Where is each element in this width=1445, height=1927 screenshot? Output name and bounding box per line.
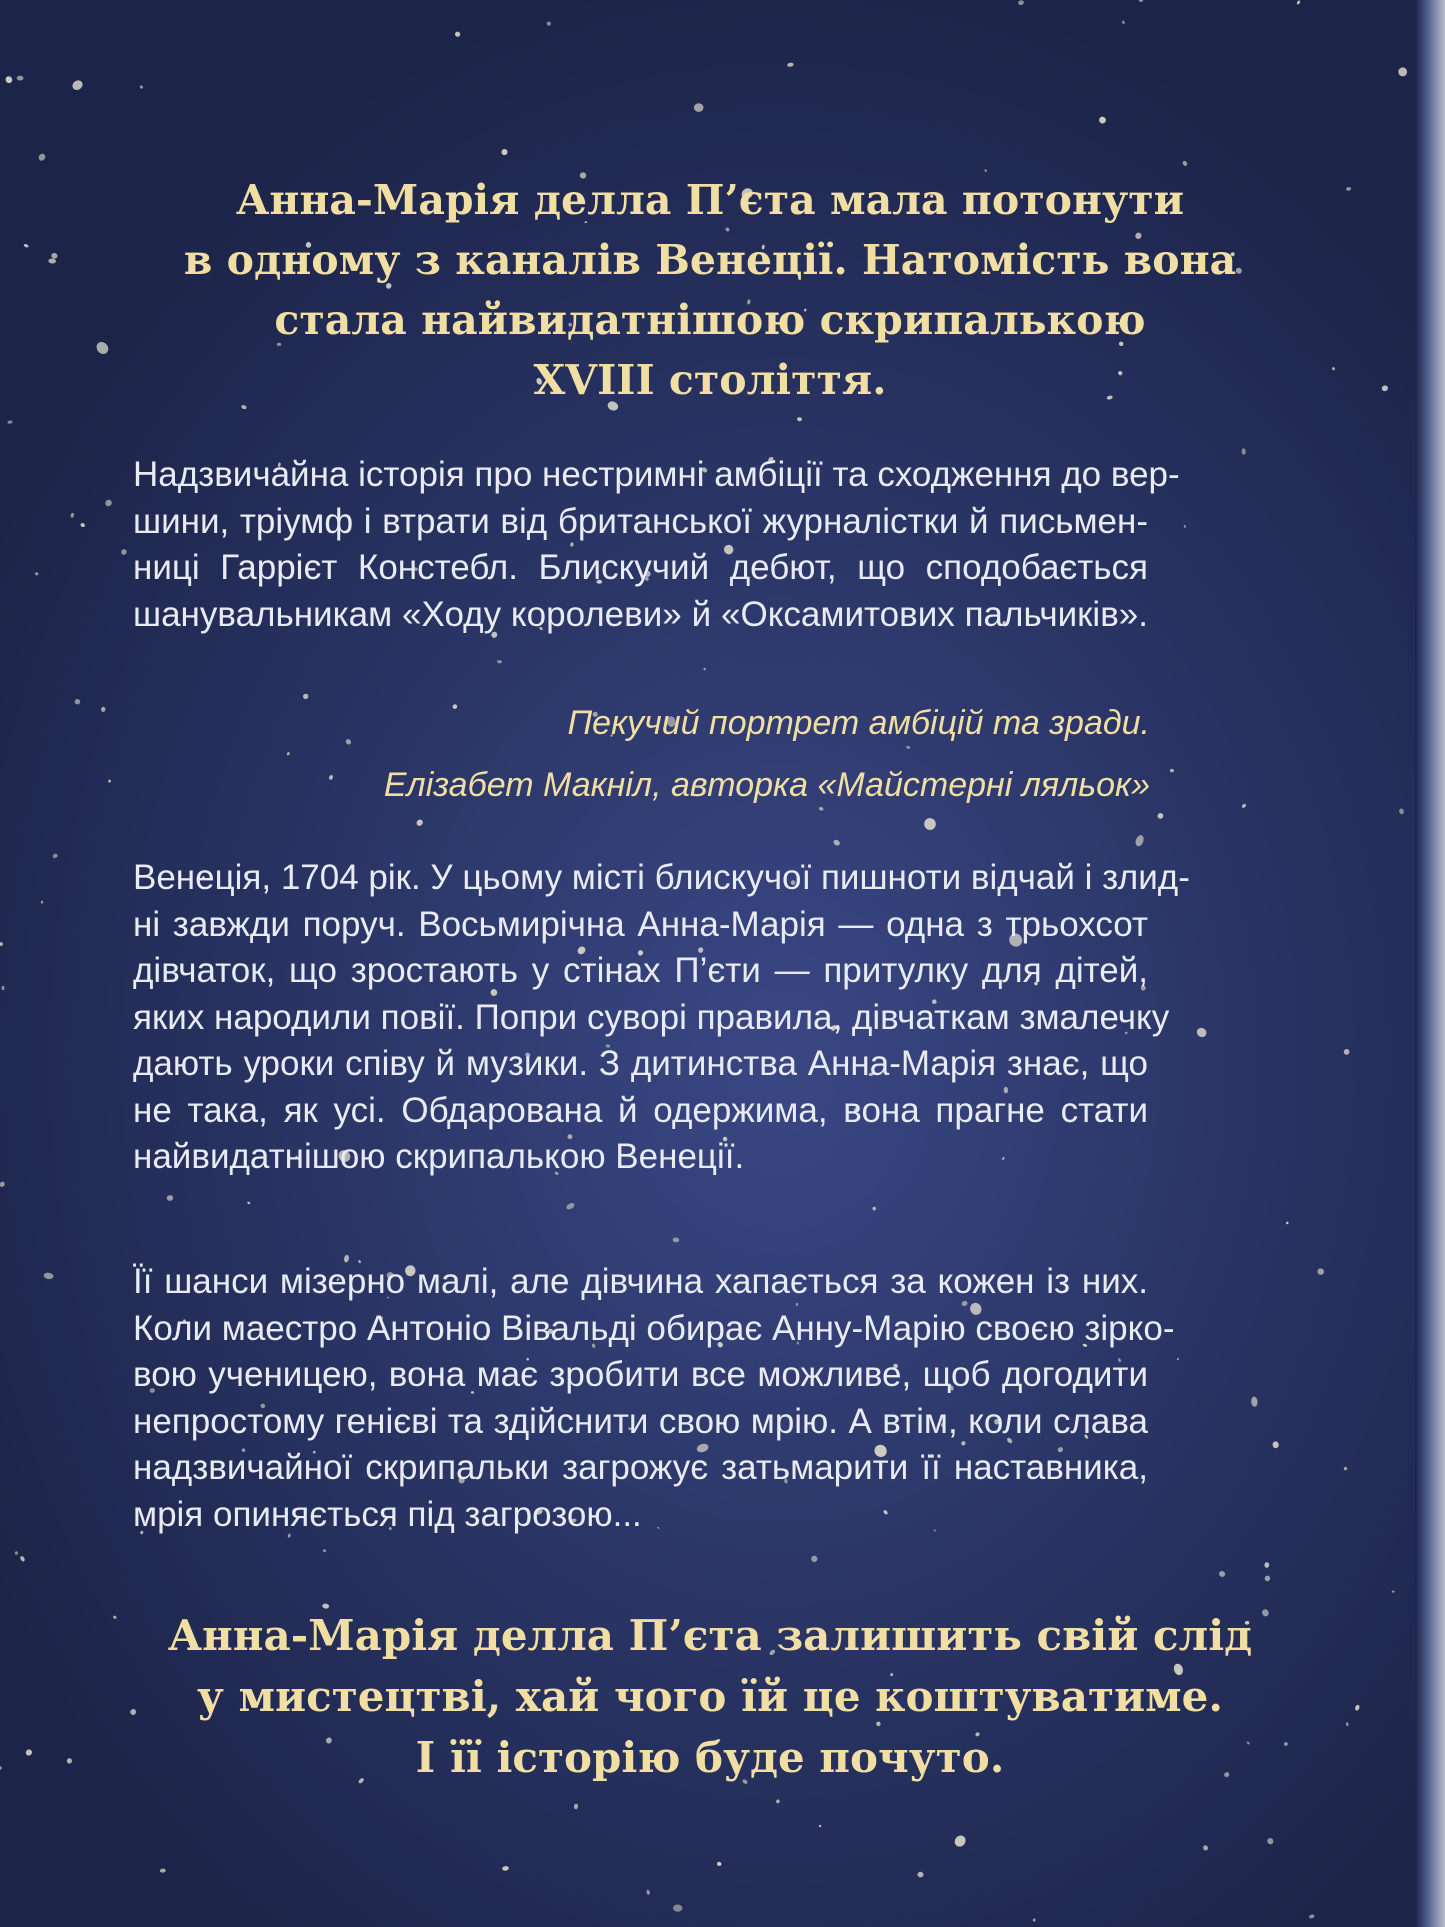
star-speck <box>1241 803 1246 809</box>
star-speck <box>797 417 802 421</box>
star-speck <box>66 1758 72 1764</box>
paragraph-line: непростому генієві та здійснити свою мрію. А втім, коли слава <box>133 1401 1148 1441</box>
heading-line: у мистецтві, хай чого їй це коштуватиме. <box>197 1672 1223 1721</box>
star-speck <box>0 1181 6 1188</box>
paragraph-line: найвидатнішою скрипалькою Венеції. <box>133 1137 745 1176</box>
star-speck <box>1381 385 1388 392</box>
star-speck <box>23 243 29 248</box>
star-speck <box>247 1201 251 1204</box>
star-speck <box>694 103 704 112</box>
star-speck <box>345 738 352 746</box>
star-speck <box>1309 1914 1316 1919</box>
paragraph-line: ні завжди поруч. Восьмирічна Анна-Марія — одна з трьохсот <box>133 904 1148 944</box>
star-speck <box>4 75 13 84</box>
star-speck <box>872 1207 876 1211</box>
star-speck <box>286 752 290 756</box>
heading-line: Анна-Марія делла П’єта залишить свій слід <box>167 1611 1253 1660</box>
star-speck <box>454 31 460 37</box>
star-speck <box>415 818 424 827</box>
star-speck <box>1241 448 1245 455</box>
paragraph-line: Венеція, 1704 рік. У цьому місті блискучої пишноти відчай і злид- <box>133 858 1190 897</box>
top-heading <box>110 170 1310 410</box>
star-speck <box>323 1549 326 1552</box>
paragraph-line: дівчаток, що зростають у стінах П’єти — притулку для дітей, <box>133 951 1148 990</box>
star-speck <box>1354 1704 1360 1711</box>
star-speck <box>1397 66 1408 77</box>
star-speck <box>17 76 24 81</box>
heading-line: XVIII століття. <box>533 356 887 404</box>
star-speck <box>923 817 937 831</box>
heading-line: Анна-Марія делла П’єта мала потонути <box>235 176 1185 224</box>
star-speck <box>574 1804 579 1810</box>
paragraph-line: Коли маестро Антоніо Вівальді обирає Анну-Марію своєю зірко- <box>133 1308 1175 1348</box>
star-speck <box>1346 187 1352 192</box>
star-speck <box>1184 525 1187 528</box>
paragraph-line: мрія опиняється під загрозою... <box>133 1494 642 1534</box>
paragraph-line: надзвичайної скрипальки загрожує затьмарити її наставника, <box>133 1448 1148 1487</box>
star-speck <box>1218 1570 1226 1578</box>
star-speck <box>810 1555 819 1564</box>
star-speck <box>0 942 3 947</box>
star-speck <box>51 252 59 259</box>
star-speck <box>167 1195 174 1201</box>
star-speck <box>1139 0 1143 2</box>
star-speck <box>302 693 309 700</box>
star-speck <box>52 853 59 859</box>
star-speck <box>1134 834 1145 847</box>
paragraph-line: ниці Гаррієт Констебл. Блискучий дебют, що сподобається <box>133 548 1148 587</box>
star-speck <box>787 62 794 67</box>
star-speck <box>1331 367 1335 371</box>
star-speck <box>41 901 44 904</box>
heading-line: І її історію буде почуто. <box>415 1733 1005 1782</box>
star-speck <box>43 1272 54 1280</box>
star-speck <box>94 340 111 357</box>
paragraph-line: Надзвичайна історія про нестримні амбіції та сходження до вер- <box>133 455 1180 494</box>
star-speck <box>1272 1441 1279 1449</box>
book-edge <box>1415 0 1445 1927</box>
star-speck <box>500 148 509 157</box>
star-speck <box>452 703 458 709</box>
star-speck <box>37 152 46 161</box>
star-speck <box>70 513 74 518</box>
star-speck <box>716 1861 722 1867</box>
star-speck <box>546 21 552 27</box>
paragraph-line: Її шанси мізерно малі, але дівчина хапається за кожен із них. <box>133 1262 1148 1301</box>
star-speck <box>673 1904 683 1911</box>
intro-paragraph <box>133 452 1180 638</box>
star-speck <box>833 839 841 847</box>
star-speck <box>1346 1722 1349 1726</box>
star-speck <box>1170 769 1174 773</box>
star-speck <box>906 745 911 749</box>
star-speck <box>1264 1562 1270 1568</box>
star-speck <box>646 1889 650 1895</box>
star-speck <box>104 498 113 507</box>
heading-line: в одному з каналів Венеції. Натомість вона <box>183 236 1237 284</box>
star-speck <box>1316 1267 1325 1276</box>
paragraph-line: яких народили повії. Попри суворі правила, дівчаткам змалечку <box>133 997 1170 1037</box>
star-speck <box>7 420 13 424</box>
paragraph-line: шанувальникам «Ходу королеви» й «Оксамитових пальчиків». <box>133 594 1148 634</box>
star-speck <box>502 1866 509 1871</box>
star-speck <box>80 522 86 528</box>
star-speck <box>120 548 127 555</box>
star-speck <box>15 1551 19 1555</box>
star-speck <box>1033 1918 1036 1922</box>
star-speck <box>818 806 824 811</box>
star-speck <box>1122 20 1126 24</box>
star-speck <box>108 779 112 783</box>
star-speck <box>1182 160 1188 167</box>
paragraph-line: шини, тріумф і втрати від британської журналістки й письмен- <box>133 501 1148 541</box>
star-speck <box>1195 1026 1208 1039</box>
star-speck <box>34 572 38 576</box>
star-speck <box>1296 0 1301 5</box>
star-speck <box>139 85 144 90</box>
paragraph-line: вою ученицею, вона має зробити все можливе, щоб догодити <box>133 1355 1148 1394</box>
star-speck <box>672 1237 679 1242</box>
star-speck <box>917 1871 924 1878</box>
paragraph-line: дають уроки співу й музики. З дитинства Анна-Марія знає, що <box>133 1044 1148 1083</box>
star-speck <box>1392 1590 1395 1592</box>
star-speck <box>25 1748 34 1757</box>
star-speck <box>70 78 84 92</box>
star-speck <box>74 699 80 705</box>
star-speck <box>703 667 706 670</box>
story-paragraph-2 <box>133 1259 1175 1538</box>
bottom-heading <box>110 1605 1310 1788</box>
star-speck <box>1018 0 1025 6</box>
review-quote-author: Елізабет Макніл, авторка «Майстерні ляльок» <box>383 766 1150 804</box>
review-quote: Пекучий портрет амбіцій та зради. <box>567 704 1150 742</box>
star-speck <box>1202 1844 1209 1851</box>
star-speck <box>328 774 333 780</box>
star-speck <box>101 707 106 713</box>
star-speck <box>0 1766 2 1770</box>
star-speck <box>2 986 5 990</box>
star-speck <box>1157 812 1164 819</box>
star-speck <box>19 1555 25 1562</box>
heading-line: стала найвидатнішою скрипалькою <box>274 296 1146 344</box>
star-speck <box>1399 808 1405 815</box>
star-speck <box>160 1868 166 1873</box>
star-speck <box>1177 1358 1179 1361</box>
star-speck <box>1266 1837 1274 1845</box>
story-paragraph <box>133 855 1190 1181</box>
star-speck <box>1251 1396 1258 1407</box>
star-speck <box>497 660 503 664</box>
star-speck <box>1286 1221 1289 1224</box>
star-speck <box>1343 1466 1347 1470</box>
star-speck <box>819 1825 822 1828</box>
paragraph-line: не така, як усі. Обдарована й одержима, вона прагне стати <box>133 1090 1148 1130</box>
star-speck <box>565 1202 575 1211</box>
star-speck <box>1098 115 1107 124</box>
star-speck <box>1264 1575 1271 1582</box>
star-speck <box>1343 1048 1351 1056</box>
star-speck <box>952 1833 967 1849</box>
star-speck <box>776 1799 780 1803</box>
star-speck <box>48 258 56 263</box>
